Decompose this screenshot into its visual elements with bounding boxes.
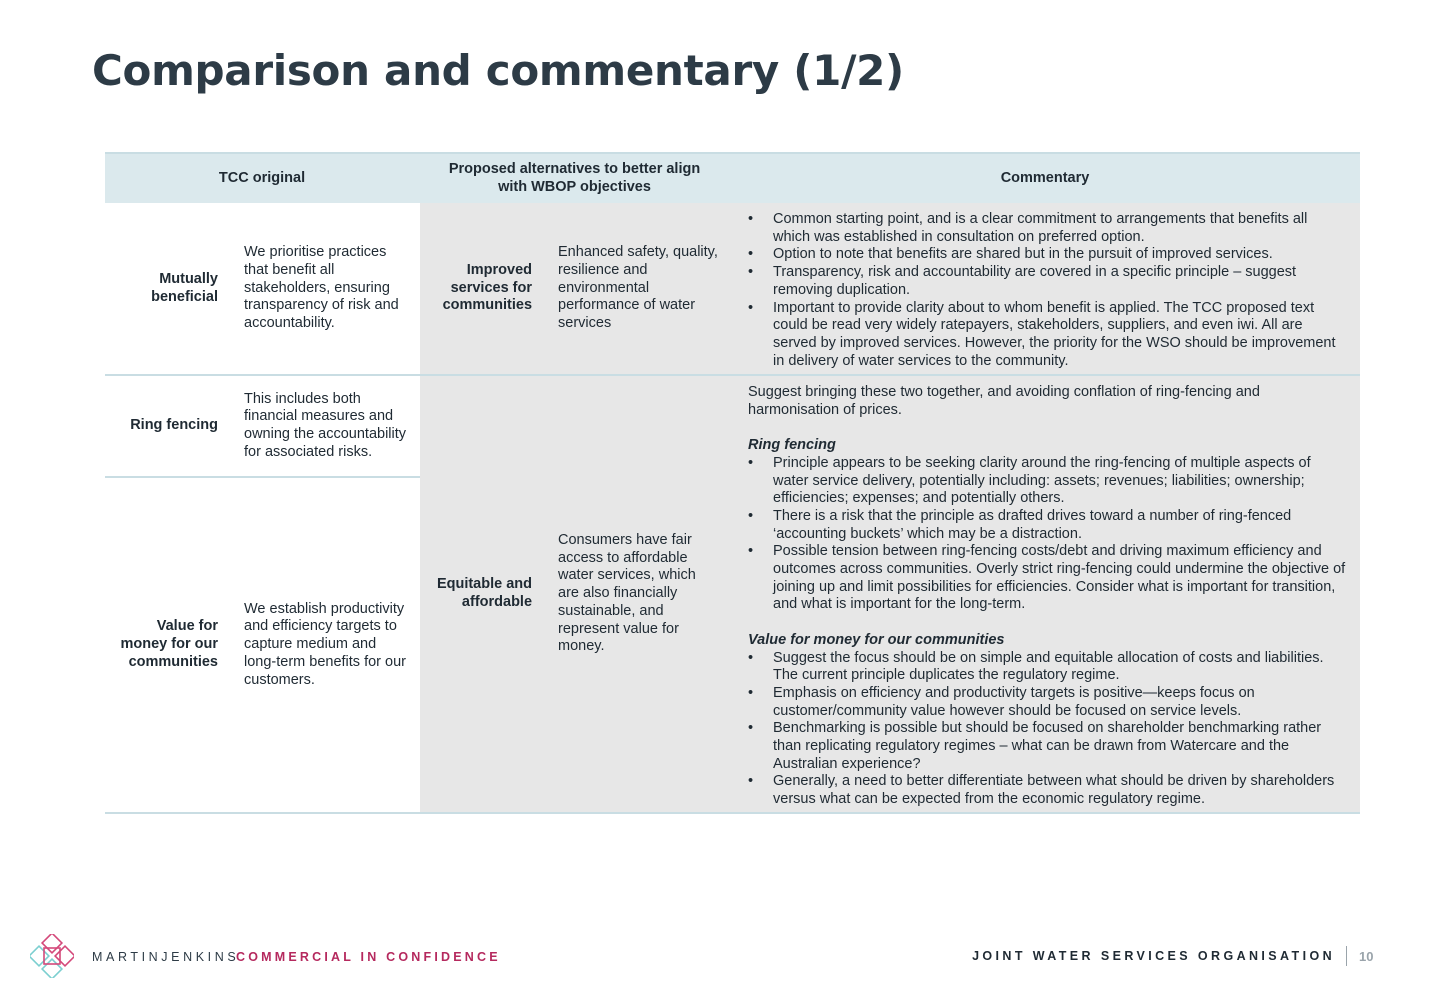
commentary-list-1: [748, 211, 1348, 370]
table-row-ring-fencing: [105, 375, 1360, 477]
alt-text-equitable-affordable: Consumers have fair access to affordable water services, which are also financially sustainable, and represent value for money.: [550, 375, 730, 813]
commentary-cell-1: [730, 203, 1360, 375]
row-label-value-for-money: Value for money for our communities: [105, 477, 236, 813]
page-number: 10: [1359, 949, 1374, 964]
page-title: Comparison and commentary (1/2): [92, 46, 904, 95]
list-item: • Generally, a need to better differentiate between what should be driven by shareholders versus what can be expected from the economic regulatory regime.: [748, 773, 1348, 808]
list-item: • Emphasis on efficiency and productivity targets is positive—keeps focus on customer/community value however should be focused on service levels.: [748, 685, 1348, 720]
list-item: • There is a risk that the principle as drafted drives toward a number of ring-fenced ‘accounting buckets’ which may be a distraction.: [748, 508, 1348, 543]
table-row-mutually-beneficial: [105, 203, 1360, 375]
alt-label-equitable-affordable: Equitable and affordable: [419, 375, 550, 813]
list-item: • Possible tension between ring-fencing costs/debt and driving maximum efficiency and outcomes across communities. Overly strict ring-fencing could undermine the objective of joining up and limit possibilities for efficiencies. Consider what is important for transition, and what is important for the long-term.: [748, 543, 1348, 614]
header-tcc-original: TCC original: [105, 153, 419, 203]
header-commentary: Commentary: [730, 153, 1360, 203]
list-item: • Common starting point, and is a clear commitment to arrangements that benefits all which was established in consultation on preferred option.: [748, 211, 1348, 246]
value-for-money-list: [748, 650, 1348, 809]
comparison-table: [105, 152, 1360, 814]
list-item: • Option to note that benefits are shared but in the pursuit of improved services.: [748, 246, 1348, 264]
row-label-ring-fencing: Ring fencing: [105, 375, 236, 477]
organisation-name: JOINT WATER SERVICES ORGANISATION: [972, 949, 1335, 963]
martinjenkins-logo-icon: [30, 934, 74, 978]
list-item: • Suggest the focus should be on simple and equitable allocation of costs and liabilities. The current principle duplicates the regulatory regime.: [748, 650, 1348, 685]
row-text-mutually-beneficial: We prioritise practices that benefit all stakeholders, ensuring transparency of risk and accountability.: [236, 203, 419, 375]
value-for-money-heading: Value for money for our communities: [748, 631, 1005, 648]
confidentiality-label: COMMERCIAL IN CONFIDENCE: [236, 950, 501, 964]
alt-label-improved-services: Improved services for communities: [419, 203, 550, 375]
footer-divider: [1346, 946, 1347, 966]
brand-name: MARTINJENKINS: [92, 950, 240, 964]
ring-fencing-list: [748, 455, 1348, 614]
alt-text-improved-services: Enhanced safety, quality, resilience and environmental performance of water services: [550, 203, 730, 375]
ring-fencing-heading: Ring fencing: [748, 437, 836, 454]
header-proposed-alternatives: Proposed alternatives to better align with WBOP objectives: [419, 153, 730, 203]
list-item: • Benchmarking is possible but should be focused on shareholder benchmarking rather than replicating regulatory regimes – what can be drawn from Watercare and the Australian experience?: [748, 720, 1348, 773]
list-item: • Transparency, risk and accountability are covered in a specific principle – suggest removing duplication.: [748, 264, 1348, 299]
row-label-mutually-beneficial: Mutually beneficial: [105, 203, 236, 375]
row-text-ring-fencing: This includes both financial measures and owning the accountability for associated risks.: [236, 375, 419, 477]
list-item: • Important to provide clarity about to whom benefit is applied. The TCC proposed text could be read very widely ratepayers, stakeholders, suppliers, and even iwi. All are served by improved services. However, the priority for the WSO should be improvement in delivery of water services to the community.: [748, 300, 1348, 371]
commentary-intro: Suggest bringing these two together, and avoiding conflation of ring-fencing and harmonisation of prices.: [748, 384, 1260, 418]
table-header-row: [105, 153, 1360, 203]
row-text-value-for-money: We establish productivity and efficiency targets to capture medium and long-term benefits for our customers.: [236, 477, 419, 813]
list-item: • Principle appears to be seeking clarity around the ring-fencing of multiple aspects of water service delivery, potentially including: assets; revenues; liabilities; ownership; efficiencies; expenses; and potentially others.: [748, 455, 1348, 508]
commentary-cell-2: [730, 375, 1360, 813]
